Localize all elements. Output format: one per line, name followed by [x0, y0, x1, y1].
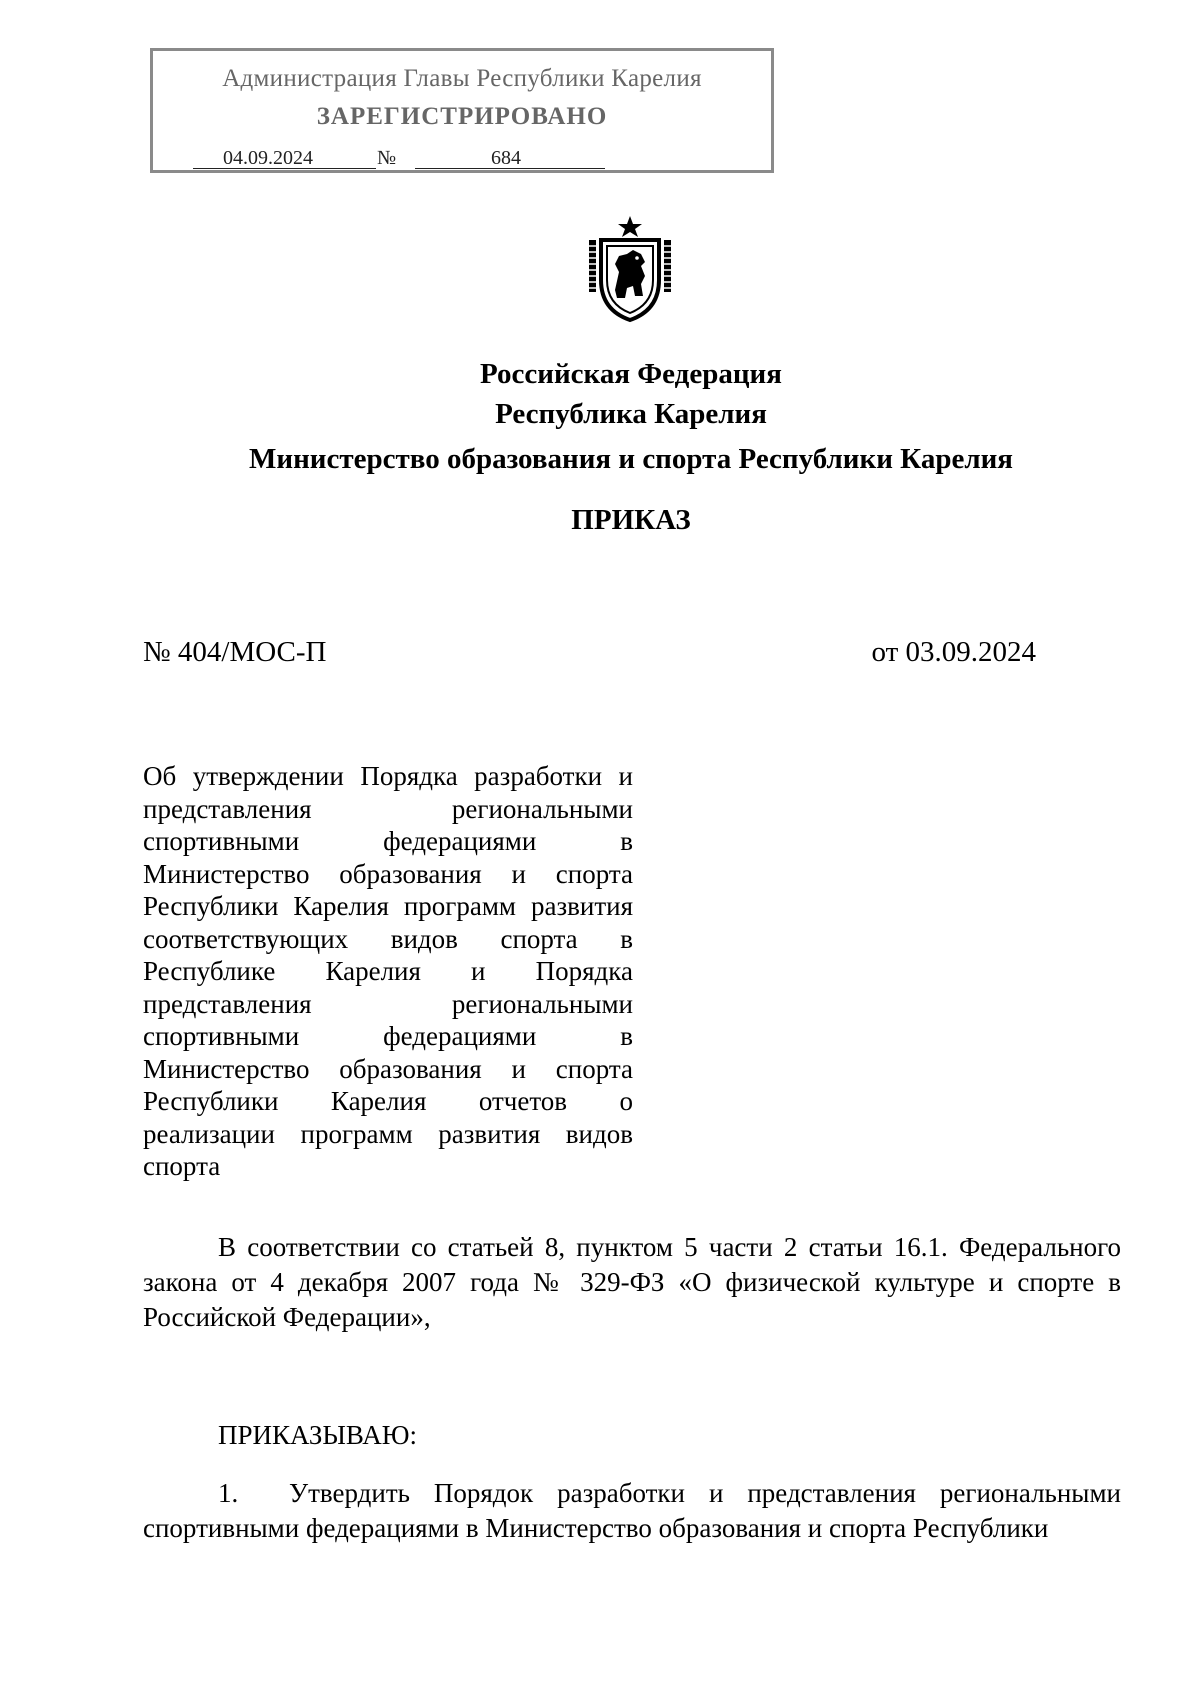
stamp-status: ЗАРЕГИСТРИРОВАНО [316, 103, 608, 130]
order-number: № 404/МОС-П [143, 636, 327, 668]
registration-stamp [150, 48, 774, 173]
ministry-heading: Министерство образования и спорта Республики Карелия [249, 443, 1013, 475]
order-item-text: Утвердить Порядок разработки и представления региональными спортивными федерациями в Министерство образования и спорта Республики [143, 1478, 1121, 1543]
stamp-registration-line [193, 147, 603, 171]
order-item-number: 1. [218, 1478, 239, 1508]
republic-heading: Республика Карелия [495, 398, 767, 430]
order-subject: Об утверждении Порядка разработки и представления региональными спортивными федерациями в Министерство образования и спорта Республики Карелия программ развития соответствующих видов спорта в Республике Карелия и Порядка представления региональными спортивными федерациями в Министерство образования и спорта Республики Карелия отчетов о реализации программ развития видов спорта [143, 761, 633, 1181]
order-date: от 03.09.2024 [871, 636, 1036, 668]
stamp-date: 04.09.2024 [223, 147, 313, 169]
order-directive: ПРИКАЗЫВАЮ: [218, 1420, 417, 1450]
stamp-authority: Администрация Главы Республики Карелия [222, 65, 702, 92]
document-type-title: ПРИКАЗ [571, 504, 691, 536]
order-item [143, 1476, 1121, 1546]
country-heading: Российская Федерация [480, 358, 782, 390]
preamble-paragraph: В соответствии со статьей 8, пунктом 5 части 2 статьи 16.1. Федерального закона от 4 декабря 2007 года № 329-ФЗ «О физической культуре и спорте в Российской Федерации», [143, 1232, 1121, 1332]
stamp-number: 684 [491, 147, 521, 169]
karelia-coat-of-arms-icon [585, 214, 675, 324]
stamp-number-sign: № [377, 147, 397, 169]
